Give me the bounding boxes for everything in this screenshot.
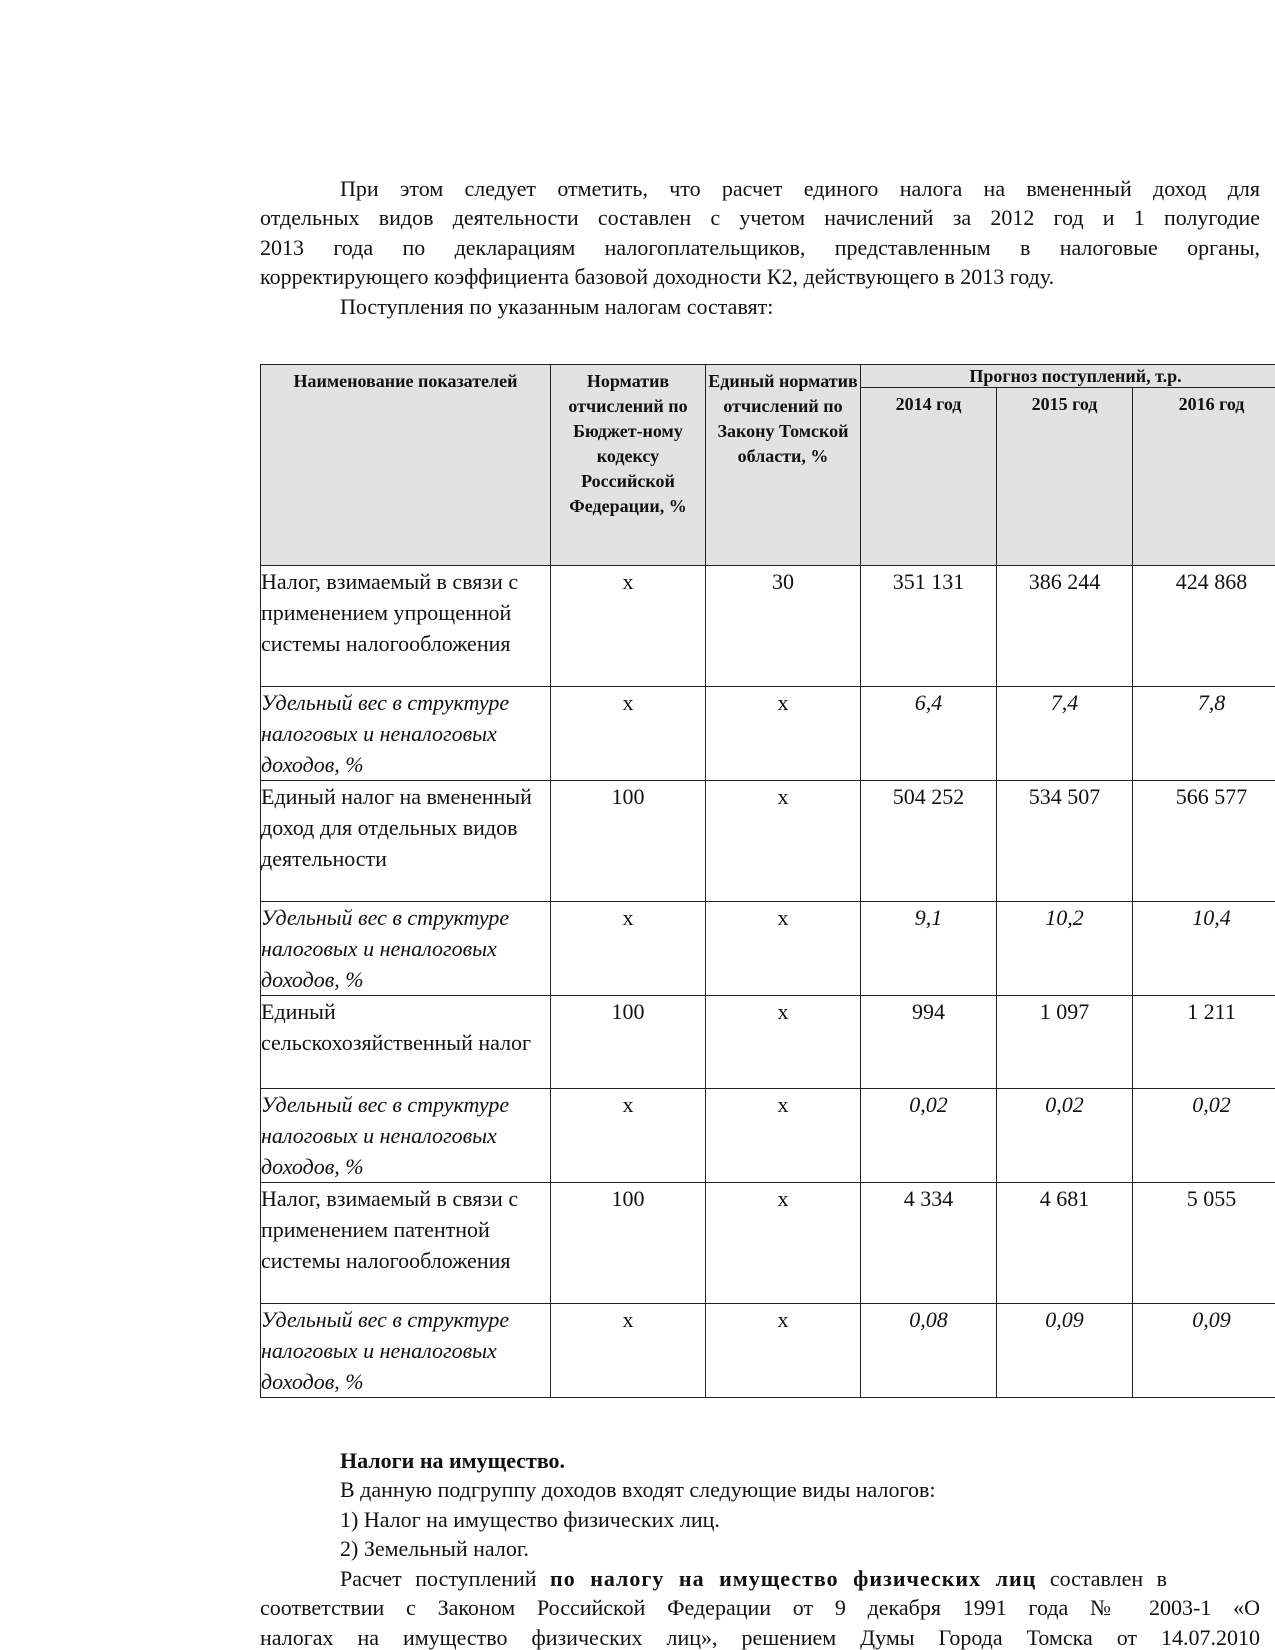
row-2014: 994 [861,996,997,1089]
row-norm-bk: х [551,1304,706,1398]
property-line-1: В данную подгруппу доходов входят следующие виды налогов: [340,1477,936,1502]
header-2016: 2016 год [1133,388,1275,566]
row-norm-tomsk: х [706,1304,861,1398]
row-2016: 0,09 [1133,1304,1275,1398]
table-row [261,781,1275,902]
row-norm-bk: 100 [551,1183,706,1304]
intro-line-2: отдельных видов деятельности составлен с учетом начислений за 2012 год и 1 полугодие [260,205,1260,230]
intro-line-1: При этом следует отметить, что расчет единого налога на вмененный доход для [340,176,1260,201]
row-name: Удельный вес в структуре налоговых и неналоговых доходов, % [261,1304,551,1398]
row-2016: 566 577 [1133,781,1275,902]
property-item-2: 2) Земельный налог. [340,1536,529,1561]
tax-forecast-table [260,364,1275,1398]
table-row [261,902,1275,996]
row-norm-bk: 100 [551,996,706,1089]
row-2016: 0,02 [1133,1089,1275,1183]
row-norm-tomsk: 30 [706,566,861,687]
row-2015: 1 097 [997,996,1133,1089]
row-norm-tomsk: х [706,902,861,996]
row-2015: 0,09 [997,1304,1133,1398]
property-heading: Налоги на имущество. [340,1448,566,1473]
row-norm-tomsk: х [706,1089,861,1183]
row-2014: 0,08 [861,1304,997,1398]
row-2015: 7,4 [997,687,1133,781]
row-2014: 351 131 [861,566,997,687]
row-norm-tomsk: х [706,687,861,781]
row-norm-tomsk: х [706,996,861,1089]
row-2014: 9,1 [861,902,997,996]
row-norm-bk: х [551,566,706,687]
table-row [261,1183,1275,1304]
header-norm-bk: Норматив отчислений по Бюджет-ному кодексу Российской Федерации, % [551,365,706,566]
header-norm-tomsk: Единый норматив отчислений по Закону Томской области, % [706,365,861,566]
row-name: Единый налог на вмененный доход для отдельных видов деятельности [261,781,551,902]
row-name: Удельный вес в структуре налоговых и неналоговых доходов, % [261,1089,551,1183]
intro-line-3: 2013 года по декларациям налогоплательщиков, представленным в налоговые органы, [260,235,1260,260]
row-2015: 534 507 [997,781,1133,902]
row-name: Налог, взимаемый в связи с применением упрощенной системы налогообложения [261,566,551,687]
calc-text-bold: по налогу на имущество физических лиц [550,1566,1037,1591]
header-2015: 2015 год [997,388,1133,566]
row-2016: 424 868 [1133,566,1275,687]
header-forecast: Прогноз поступлений, т.р. [861,365,1275,388]
row-2014: 6,4 [861,687,997,781]
row-2014: 4 334 [861,1183,997,1304]
row-2015: 0,02 [997,1089,1133,1183]
row-2016: 1 211 [1133,996,1275,1089]
row-norm-tomsk: х [706,1183,861,1304]
calc-text-a: Расчет поступлений [340,1566,551,1591]
row-2014: 0,02 [861,1089,997,1183]
row-norm-bk: х [551,687,706,781]
intro-line-5: Поступления по указанным налогам составят: [340,294,774,319]
row-2016: 7,8 [1133,687,1275,781]
row-2015: 10,2 [997,902,1133,996]
row-norm-bk: 100 [551,781,706,902]
property-cut-line: налогах на имущество физических лиц», решением Думы Города Томска от 14.07.2010 [260,1625,1260,1650]
header-2014: 2014 год [861,388,997,566]
row-name: Единый сельскохозяйственный налог [261,996,551,1089]
property-calc-line [260,1564,1260,1594]
row-2016: 5 055 [1133,1183,1275,1304]
row-name: Налог, взимаемый в связи с применением патентной системы налогообложения [261,1183,551,1304]
row-norm-bk: х [551,1089,706,1183]
table-row [261,1089,1275,1183]
row-norm-bk: х [551,902,706,996]
row-norm-tomsk: х [706,781,861,902]
header-name: Наименование показателей [261,365,551,566]
row-2016: 10,4 [1133,902,1275,996]
header-row [261,365,1275,388]
property-law-line: соответствии с Законом Российской Федерации от 9 декабря 1991 года № 2003-1 «О [260,1595,1260,1620]
row-2015: 4 681 [997,1183,1133,1304]
table-row [261,687,1275,781]
table-row [261,1304,1275,1398]
calc-text-c: составлен в [1036,1566,1168,1591]
table-row [261,566,1275,687]
row-2015: 386 244 [997,566,1133,687]
intro-line-4: корректирующего коэффициента базовой доходности К2, действующего в 2013 году. [260,264,1055,289]
table-row [261,996,1275,1089]
row-2014: 504 252 [861,781,997,902]
row-name: Удельный вес в структуре налоговых и неналоговых доходов, % [261,687,551,781]
row-name: Удельный вес в структуре налоговых и неналоговых доходов, % [261,902,551,996]
property-item-1: 1) Налог на имущество физических лиц. [340,1507,720,1532]
